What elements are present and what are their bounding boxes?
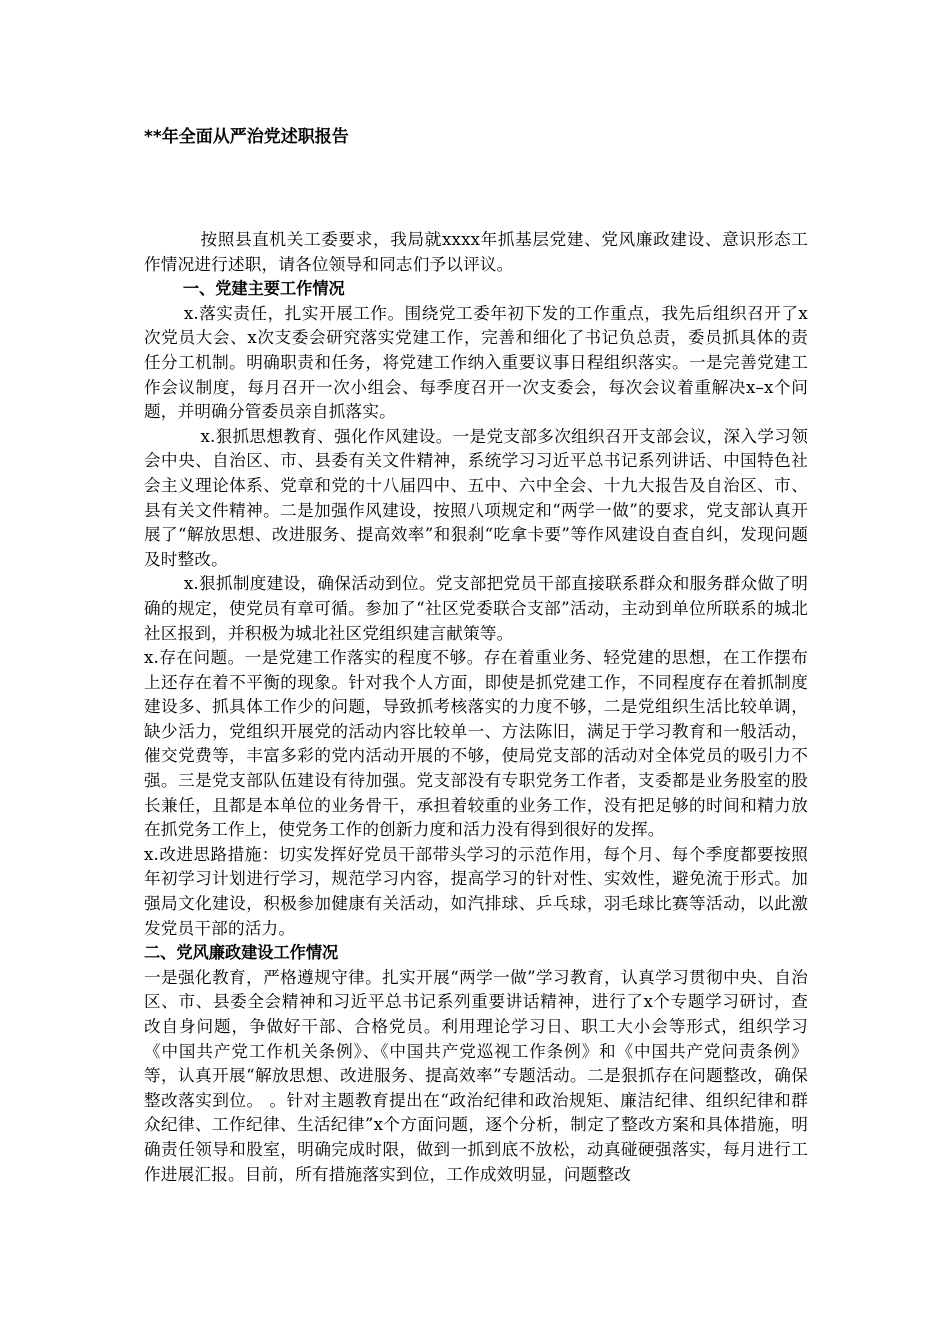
intro-paragraph: 按照县直机关工委要求，我局就xxxx年抓基层党建、党风廉政建设、意识形态工作情况进行述职，请各位领导和同志们予以评议。 bbox=[144, 230, 808, 274]
paragraph-strengthen-education: 一是强化教育，严格遵规守律。扎实开展“两学一做”学习教育，认真学习贯彻中央、自治区、市、县委全会精神和习近平总书记系列重要讲话精神，进行了x个专题学习研讨，查改自身问题，争做好干部、合格党员。利用理论学习日、职工大小会等形式，组织学习《中国共产党工作机关条例》、《中国共产党巡视工作条例》和《中国共产党问责条例》等，认真开展“解放思想、改进服务、提高效率”专题活动。二是狠抓存在问题整改，确保整改落实到位。 。针对主题教育提出在“政治纪律和政治规矩、廉洁纪律、组织纪律和群众纪律、工作纪律、生活纪律”x个方面问题，逐个分析，制定了整改方案和具体措施，明确责任领导和股室，明确完成时限，做到一抓到底不放松，动真碰硬强落实，每月进行工作进展汇报。目前，所有措施落实到位，工作成效明显，问题整改 bbox=[144, 967, 808, 1184]
paragraph-system-building: x.狠抓制度建设，确保活动到位。党支部把党员干部直接联系群众和服务群众做了明确的规定，使党员有章可循。参加了“社区党委联合支部”活动，主动到单位所联系的城北社区报到，并积极为城北社区党组织建言献策等。 bbox=[144, 574, 808, 643]
paragraph-ideological-education: x.狠抓思想教育、强化作风建设。一是党支部多次组织召开支部会议，深入学习领会中央、自治区、市、县委有关文件精神，系统学习习近平总书记系列讲话、中国特色社会主义理论体系、党章和党的十八届四中、五中、六中全会、十九大报告及自治区、市、县有关文件精神。二是加强作风建设，按照八项规定和“两学一做”的要求，党支部认真开展了“解放思想、改进服务、提高效率”和狠刹“吃拿卡要”等作风建设自查自纠，发现问题及时整改。 bbox=[144, 426, 808, 569]
paragraph-improvement-measures: x.改进思路措施：切实发挥好党员干部带头学习的示范作用，每个月、每个季度都要按照年初学习计划进行学习，规范学习内容，提高学习的针对性、实效性，避免流于形式。加强局文化建设，积极参加健康有关活动，如汽排球、乒乓球，羽毛球比赛等活动，以此激发党员干部的活力。 bbox=[144, 844, 808, 938]
section-heading-clean-government: 二、党风廉政建设工作情况 bbox=[144, 943, 339, 963]
document-title: **年全面从严治党述职报告 bbox=[144, 127, 349, 147]
paragraph-responsibility: x.落实责任，扎实开展工作。围绕党工委年初下发的工作重点，我先后组织召开了x次党员大会、x次支委会研究落实党建工作，完善和细化了书记负总责，委员抓具体的责任分工机制。明确职责和任务，将党建工作纳入重要议事日程组织落实。一是完善党建工作会议制度，每月召开一次小组会、每季度召开一次支委会，每次会议着重解决x–x个问题，并明确分管委员亲自抓落实。 bbox=[144, 303, 808, 422]
document-body bbox=[144, 228, 808, 1187]
section-heading-party-building: 一、党建主要工作情况 bbox=[182, 279, 345, 299]
paragraph-existing-problems: x.存在问题。一是党建工作落实的程度不够。存在着重业务、轻党建的思想，在工作摆布上还存在着不平衡的现象。针对我个人方面，即使是抓党建工作，不同程度存在着抓制度建设多、抓具体工作少的问题，导致抓考核落实的力度不够，二是党组织生活比较单调，缺少活力，党组织开展党的活动内容比较单一、方法陈旧，满足于学习教育和一般活动，催交党费等，丰富多彩的党内活动开展的不够，使局党支部的活动对全体党员的吸引力不强。三是党支部队伍建设有待加强。党支部没有专职党务工作者，支委都是业务股室的股长兼任，且都是本单位的业务骨干，承担着较重的业务工作，没有把足够的时间和精力放在抓党务工作上，使党务工作的创新力度和活力没有得到很好的发挥。 bbox=[144, 648, 808, 840]
